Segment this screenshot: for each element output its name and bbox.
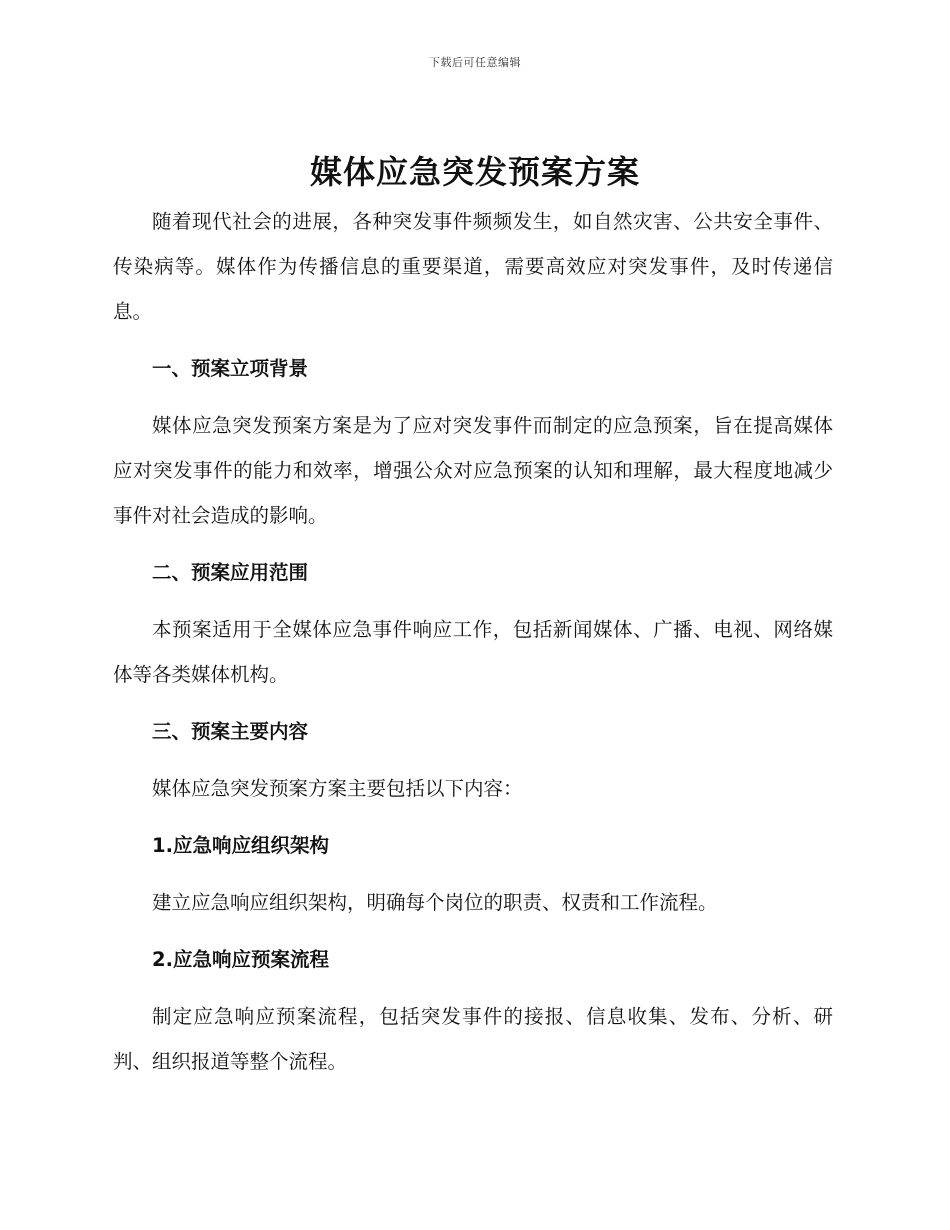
section-text-scope: 本预案适用于全媒体应急事件响应工作，包括新闻媒体、广播、电视、网络媒体等各类媒体机构。 bbox=[113, 618, 833, 686]
page-header-note: 下载后可任意编辑 bbox=[429, 56, 521, 69]
document-title: 媒体应急突发预案方案 bbox=[309, 153, 640, 191]
section-text-main-content: 媒体应急突发预案方案主要包括以下内容： bbox=[152, 777, 523, 800]
document-body bbox=[113, 199, 833, 1084]
intro-paragraph: 随着现代社会的进展，各种突发事件频频发生，如自然灾害、公共安全事件、传染病等。媒体作为传播信息的重要渠道，需要高效应对突发事件，及时传递信息。 bbox=[113, 210, 833, 323]
subsection-text-process: 制定应急响应预案流程，包括突发事件的接报、信息收集、发布、分析、研判、组织报道等整个流程。 bbox=[113, 1005, 833, 1073]
subsection-heading-process: 2.应急响应预案流程 bbox=[152, 948, 329, 971]
subsection-heading-organization: 1.应急响应组织架构 bbox=[152, 834, 329, 857]
section-heading-main-content: 三、预案主要内容 bbox=[152, 720, 309, 743]
section-heading-background: 一、预案立项背景 bbox=[152, 357, 309, 380]
subsection-text-organization: 建立应急响应组织架构，明确每个岗位的职责、权责和工作流程。 bbox=[152, 891, 718, 914]
section-text-background: 媒体应急突发预案方案是为了应对突发事件而制定的应急预案，旨在提高媒体应对突发事件的能力和效率，增强公众对应急预案的认知和理解，最大程度地减少事件对社会造成的影响。 bbox=[113, 414, 833, 527]
section-heading-scope: 二、预案应用范围 bbox=[152, 561, 309, 584]
